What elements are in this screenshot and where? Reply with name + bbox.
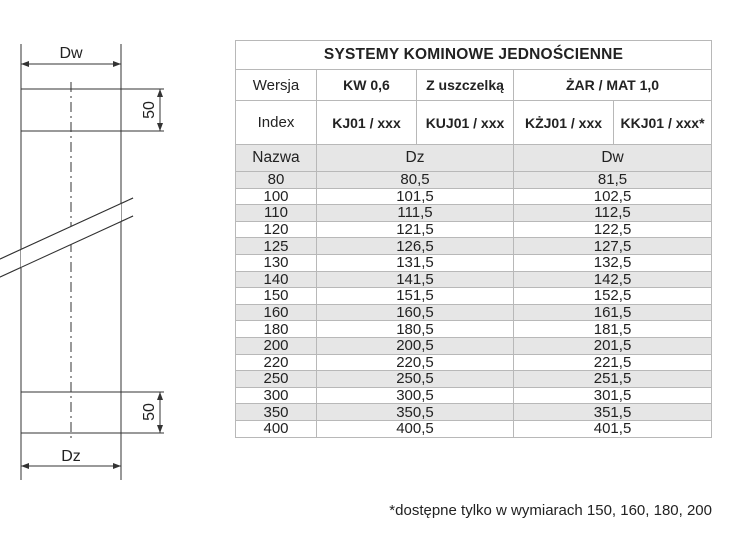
cell-dw: 201,5 bbox=[514, 337, 712, 354]
table-row bbox=[236, 288, 712, 305]
cell-dz: 141,5 bbox=[317, 271, 514, 288]
cell-dz: 250,5 bbox=[317, 371, 514, 388]
table-row bbox=[236, 304, 712, 321]
table-row bbox=[236, 337, 712, 354]
cell-dw: 221,5 bbox=[514, 354, 712, 371]
cell-nazwa: 150 bbox=[236, 288, 317, 305]
cell-dz: 121,5 bbox=[317, 221, 514, 238]
cell-nazwa: 130 bbox=[236, 254, 317, 271]
cell-nazwa: 80 bbox=[236, 172, 317, 189]
index-kkj01: KKJ01 / xxx* bbox=[614, 101, 712, 145]
cell-dz: 180,5 bbox=[317, 321, 514, 338]
table-row bbox=[236, 238, 712, 255]
index-kj01: KJ01 / xxx bbox=[317, 101, 417, 145]
cell-dz: 400,5 bbox=[317, 420, 514, 437]
cell-nazwa: 400 bbox=[236, 420, 317, 437]
cell-dw: 81,5 bbox=[514, 172, 712, 189]
cell-dw: 127,5 bbox=[514, 238, 712, 255]
header-nazwa: Nazwa bbox=[236, 145, 317, 172]
bottom-length-label: 50 bbox=[141, 403, 158, 421]
cell-dw: 122,5 bbox=[514, 221, 712, 238]
table-row bbox=[236, 205, 712, 222]
table-row bbox=[236, 371, 712, 388]
table-row bbox=[236, 404, 712, 421]
pipe-drawing bbox=[0, 0, 235, 537]
cell-dw: 102,5 bbox=[514, 188, 712, 205]
index-kzj01: KŻJ01 / xxx bbox=[514, 101, 614, 145]
cell-dz: 126,5 bbox=[317, 238, 514, 255]
header-dz: Dz bbox=[317, 145, 514, 172]
cell-dw: 251,5 bbox=[514, 371, 712, 388]
table-row bbox=[236, 321, 712, 338]
cell-dw: 152,5 bbox=[514, 288, 712, 305]
cell-nazwa: 220 bbox=[236, 354, 317, 371]
cell-dz: 300,5 bbox=[317, 387, 514, 404]
dz-label: Dz bbox=[61, 448, 81, 465]
table-row bbox=[236, 254, 712, 271]
cell-nazwa: 120 bbox=[236, 221, 317, 238]
cell-nazwa: 160 bbox=[236, 304, 317, 321]
table-title: SYSTEMY KOMINOWE JEDNOŚCIENNE bbox=[236, 41, 712, 70]
cell-dz: 350,5 bbox=[317, 404, 514, 421]
cell-dw: 132,5 bbox=[514, 254, 712, 271]
version-zar-mat: ŻAR / MAT 1,0 bbox=[514, 70, 712, 101]
table-row bbox=[236, 354, 712, 371]
wersja-label: Wersja bbox=[236, 70, 317, 101]
version-kw: KW 0,6 bbox=[317, 70, 417, 101]
cell-dz: 101,5 bbox=[317, 188, 514, 205]
cell-dz: 80,5 bbox=[317, 172, 514, 189]
cell-dz: 111,5 bbox=[317, 205, 514, 222]
cell-dz: 160,5 bbox=[317, 304, 514, 321]
top-length-label: 50 bbox=[141, 101, 158, 119]
table-row bbox=[236, 387, 712, 404]
table-row bbox=[236, 271, 712, 288]
cell-nazwa: 125 bbox=[236, 238, 317, 255]
table-row bbox=[236, 221, 712, 238]
cell-dw: 142,5 bbox=[514, 271, 712, 288]
table-row bbox=[236, 188, 712, 205]
dw-label: Dw bbox=[59, 45, 83, 62]
cell-dz: 131,5 bbox=[317, 254, 514, 271]
table-row bbox=[236, 420, 712, 437]
table-row bbox=[236, 172, 712, 189]
cell-nazwa: 300 bbox=[236, 387, 317, 404]
cell-dz: 151,5 bbox=[317, 288, 514, 305]
footnote: *dostępne tylko w wymiarach 150, 160, 180, 200 bbox=[389, 502, 712, 519]
cell-nazwa: 180 bbox=[236, 321, 317, 338]
cell-dw: 351,5 bbox=[514, 404, 712, 421]
cell-dw: 112,5 bbox=[514, 205, 712, 222]
header-dw: Dw bbox=[514, 145, 712, 172]
index-label: Index bbox=[236, 101, 317, 145]
cell-nazwa: 250 bbox=[236, 371, 317, 388]
cell-dz: 220,5 bbox=[317, 354, 514, 371]
cell-nazwa: 140 bbox=[236, 271, 317, 288]
cell-dw: 401,5 bbox=[514, 420, 712, 437]
version-uszczelka: Z uszczelką bbox=[417, 70, 514, 101]
index-kuj01: KUJ01 / xxx bbox=[417, 101, 514, 145]
cell-nazwa: 100 bbox=[236, 188, 317, 205]
cell-dw: 301,5 bbox=[514, 387, 712, 404]
cell-nazwa: 110 bbox=[236, 205, 317, 222]
spec-table bbox=[235, 40, 712, 438]
cell-nazwa: 350 bbox=[236, 404, 317, 421]
cell-nazwa: 200 bbox=[236, 337, 317, 354]
cell-dw: 181,5 bbox=[514, 321, 712, 338]
cell-dw: 161,5 bbox=[514, 304, 712, 321]
cell-dz: 200,5 bbox=[317, 337, 514, 354]
